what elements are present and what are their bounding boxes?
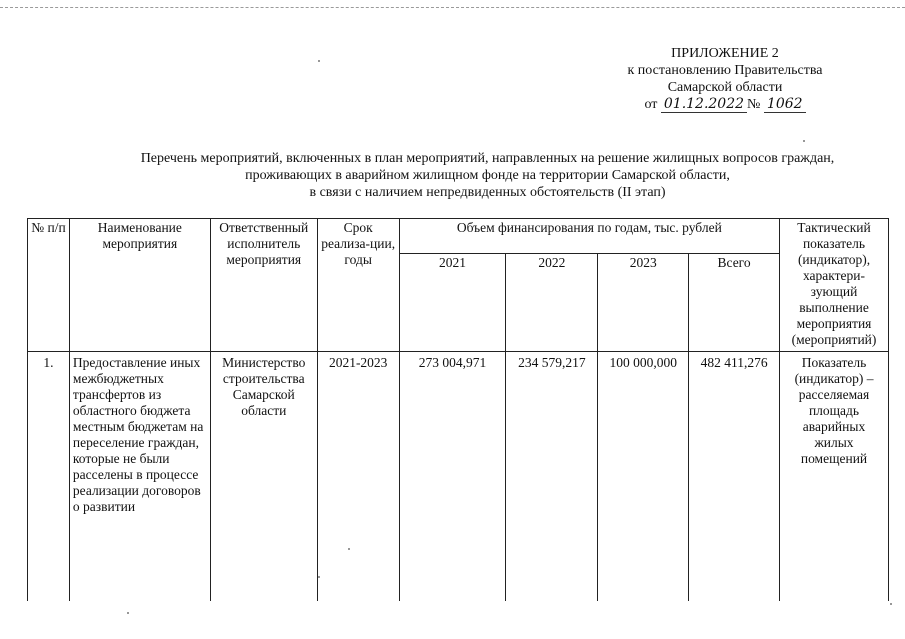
scan-speck [127, 612, 129, 614]
document-title [70, 150, 905, 201]
header-2023: 2023 [598, 254, 689, 352]
scan-speck [803, 140, 805, 142]
row-total: 482 411,276 [689, 352, 780, 602]
title-line-2: проживающих в аварийном жилищном фонде на территории Самарской области, [245, 168, 730, 183]
row-term: 2021-2023 [317, 352, 399, 602]
header-row-1 [28, 219, 889, 254]
row-2023: 100 000,000 [598, 352, 689, 602]
header-2022: 2022 [506, 254, 598, 352]
header-term: Срок реализа-ции, годы [317, 219, 399, 352]
table-row [28, 352, 889, 602]
title-line-1: Перечень мероприятий, включенных в план мероприятий, направленных на решение жилищных вопросов граждан, [140, 151, 835, 166]
header-indicator: Тактический показатель (индикатор), характери-зующий выполнение мероприятия (мероприятий) [780, 219, 889, 352]
scan-top-edge [0, 7, 905, 8]
date-handwritten: 01.12.2022 [661, 96, 747, 113]
header-responsible: Ответственный исполнитель мероприятия [210, 219, 317, 352]
scan-speck [318, 60, 320, 62]
header-num: № п/п [28, 219, 70, 352]
header-name: Наименование мероприятия [69, 219, 210, 352]
row-num: 1. [28, 352, 70, 602]
row-name: Предоставление иных межбюджетных трансфертов из областного бюджета местным бюджетам на переселение граждан, которые не были расселены в процессе реализации договоров о развитии [69, 352, 210, 602]
appendix-region: Самарской области [667, 80, 783, 95]
appendix-title: ПРИЛОЖЕНИЕ 2 [671, 46, 779, 61]
row-responsible: Министерство строительства Самарской области [210, 352, 317, 602]
appendix-date-line [644, 96, 805, 113]
measures-table [27, 218, 889, 601]
row-2021: 273 004,971 [399, 352, 506, 602]
scan-speck [348, 548, 350, 550]
title-line-3: в связи с наличием непредвиденных обстоятельств (II этап) [309, 185, 666, 200]
row-2022: 234 579,217 [506, 352, 598, 602]
appendix-decree: к постановлению Правительства [627, 63, 823, 78]
header-funding: Объем финансирования по годам, тыс. рублей [399, 219, 779, 254]
scan-speck [890, 603, 892, 605]
number-handwritten: 1062 [764, 96, 806, 113]
appendix-block [560, 45, 890, 113]
header-total: Всего [689, 254, 780, 352]
number-sign: № [747, 97, 761, 112]
scan-speck [318, 576, 320, 578]
row-indicator: Показатель (индикатор) – расселяемая площадь аварийных жилых помещений [780, 352, 889, 602]
date-prefix: от [644, 97, 658, 112]
header-2021: 2021 [399, 254, 506, 352]
